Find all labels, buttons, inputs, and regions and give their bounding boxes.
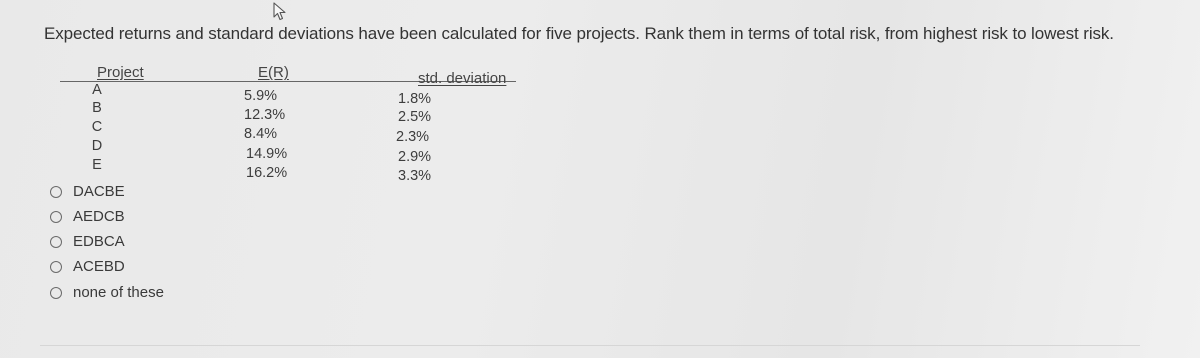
er-cell: 16.2% bbox=[246, 165, 288, 181]
option-aedcb[interactable] bbox=[50, 208, 125, 225]
sd-cell: 2.9% bbox=[398, 149, 432, 165]
mouse-pointer-icon bbox=[272, 2, 288, 22]
radio-button-icon[interactable] bbox=[50, 186, 62, 198]
project-cell: A bbox=[92, 82, 102, 98]
option-edbca[interactable] bbox=[50, 233, 125, 250]
project-cell: D bbox=[91, 138, 103, 154]
project-cell: E bbox=[92, 157, 102, 173]
option-label: DACBE bbox=[73, 183, 125, 200]
option-none-of-these[interactable] bbox=[50, 284, 164, 301]
radio-button-icon[interactable] bbox=[50, 261, 62, 273]
sd-cell: 1.8% bbox=[398, 91, 432, 107]
option-dacbe[interactable] bbox=[50, 183, 125, 200]
project-cell: B bbox=[92, 100, 102, 116]
er-cell: 5.9% bbox=[244, 88, 278, 104]
sd-cell: 3.3% bbox=[398, 168, 432, 184]
er-cell: 8.4% bbox=[244, 126, 278, 142]
header-std-deviation: std. deviation bbox=[418, 70, 507, 87]
er-cell: 12.3% bbox=[244, 107, 286, 123]
header-expected-return: E(R) bbox=[258, 64, 289, 81]
option-acebd[interactable] bbox=[50, 258, 125, 275]
header-project: Project bbox=[97, 64, 144, 81]
divider bbox=[40, 345, 1140, 346]
radio-button-icon[interactable] bbox=[50, 236, 62, 248]
radio-button-icon[interactable] bbox=[50, 287, 62, 299]
option-label: EDBCA bbox=[73, 233, 125, 250]
sd-cell: 2.3% bbox=[396, 129, 430, 145]
question-text: Expected returns and standard deviations have been calculated for five projects. Rank them in terms of total risk, from highest risk to lowest risk. bbox=[44, 24, 1114, 43]
project-cell: C bbox=[91, 119, 103, 135]
radio-button-icon[interactable] bbox=[50, 211, 62, 223]
sd-cell: 2.5% bbox=[398, 109, 432, 125]
option-label: none of these bbox=[73, 284, 164, 301]
er-cell: 14.9% bbox=[246, 146, 288, 162]
option-label: AEDCB bbox=[73, 208, 125, 225]
option-label: ACEBD bbox=[73, 258, 125, 275]
